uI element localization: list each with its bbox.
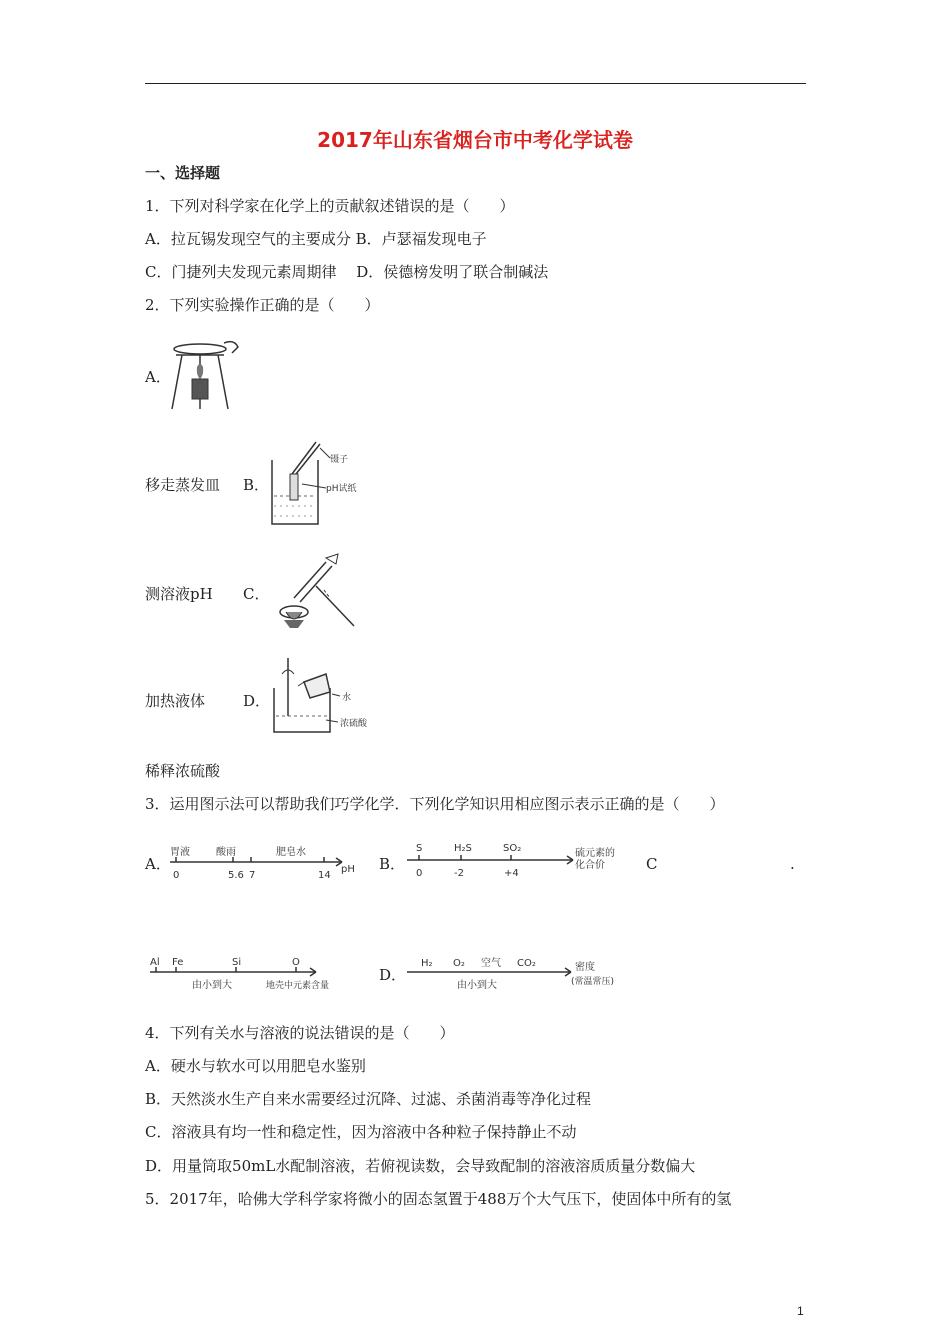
crust-item-2: Si [232, 957, 242, 968]
page-number: 1 [797, 1304, 804, 1318]
crust-item-3: O [292, 957, 300, 968]
q2-option-b-caption: 测溶液pH [145, 585, 213, 603]
tweezers-label: 镊子 [330, 455, 349, 465]
q2-option-d-label: D． [243, 692, 271, 710]
density-item-2: 空气 [481, 958, 501, 969]
q2-option-d-caption: 稀释浓硫酸 [145, 762, 221, 780]
ph-tick-3: 14 [318, 870, 331, 881]
dilute-acid-figure [268, 652, 368, 736]
crust-axis-label: 地壳中元素含量 [266, 981, 330, 991]
q4-option-d: D．用量筒取50mL水配制溶液，若俯视读数，会导致配制的溶液溶质质量分数偏大 [145, 1157, 696, 1175]
crust-element-figure [146, 952, 360, 998]
crust-item-1: Fe [172, 957, 184, 968]
q3-option-c-label: C [646, 855, 658, 873]
density-under-label: 由小到大 [457, 980, 497, 991]
acid-label: 浓硫酸 [340, 719, 368, 729]
density-item-1: O₂ [453, 958, 465, 969]
density-item-0: H₂ [421, 958, 433, 969]
section-heading: 一、选择题 [145, 164, 221, 182]
page-title: 2017年山东省烟台市中考化学试卷 [317, 128, 633, 152]
q3-option-b-label: B． [379, 855, 406, 873]
q4-stem: 4．下列有关水与溶液的说法错误的是（ ） [145, 1024, 455, 1042]
q2-option-a-label: A． [145, 368, 171, 386]
density-axis-line1: 密度 [575, 962, 595, 973]
q4-option-b: B．天然淡水生产自来水需要经过沉降、过滤、杀菌消毒等净化过程 [145, 1090, 592, 1108]
q3-option-c-dot: . [790, 855, 795, 873]
ph-item-0: 胃液 [170, 847, 190, 858]
ph-tick-0: 0 [173, 870, 180, 881]
header-rule [145, 83, 806, 84]
ph-tick-2: 7 [249, 870, 256, 881]
valence-tick-2: +4 [504, 868, 519, 879]
gas-density-figure [403, 950, 623, 998]
valence-tick-1: -2 [454, 868, 464, 879]
water-label: 水 [342, 693, 352, 703]
ph-paper-label: pH试纸 [326, 484, 357, 494]
valence-axis-line1: 硫元素的 [575, 848, 615, 859]
q2-option-c-caption: 加热液体 [145, 692, 206, 710]
q2-option-b-label: B． [243, 476, 270, 494]
valence-axis-line2: 化合价 [575, 860, 605, 871]
sulfur-valence-figure [403, 836, 623, 884]
valence-item-2: SO₂ [503, 843, 522, 854]
crust-item-0: Al [150, 957, 160, 968]
q4-option-c: C．溶液具有均一性和稳定性，因为溶液中各种粒子保持静止不动 [145, 1123, 577, 1141]
heating-liquid-figure [268, 550, 358, 634]
ph-test-figure [268, 438, 368, 528]
ph-scale-figure [166, 838, 362, 882]
q3-option-d-label: D． [379, 966, 407, 984]
q1-options-ab: A．拉瓦锡发现空气的主要成分 B．卢瑟福发现电子 [145, 230, 487, 248]
q4-option-a: A．硬水与软水可以用肥皂水鉴别 [145, 1057, 366, 1075]
q3-option-a-label: A． [145, 855, 171, 873]
q2-stem: 2．下列实验操作正确的是（ ） [145, 296, 380, 314]
valence-item-1: H₂S [454, 843, 472, 854]
q2-option-c-label: C． [243, 585, 270, 603]
valence-tick-0: 0 [416, 868, 423, 879]
q3-stem: 3．运用图示法可以帮助我们巧学化学．下列化学知识用相应图示表示正确的是（ ） [145, 795, 725, 813]
valence-item-0: S [416, 843, 423, 854]
q2-option-a-caption: 移走蒸发皿 [145, 476, 221, 494]
q1-stem: 1．下列对科学家在化学上的贡献叙述错误的是（ ） [145, 197, 515, 215]
ph-tick-1: 5.6 [228, 870, 244, 881]
ph-item-1: 酸雨 [216, 847, 236, 858]
q1-options-cd: C．门捷列夫发现元素周期律 D．侯德榜发明了联合制碱法 [145, 263, 549, 281]
ph-unit: pH [341, 864, 355, 875]
q5-stem: 5．2017年，哈佛大学科学家将微小的固态氢置于488万个大气压下，使固体中所有的氢 [145, 1190, 732, 1208]
evaporating-dish-figure [168, 333, 244, 413]
ph-item-2: 肥皂水 [276, 847, 306, 858]
crust-under-label: 由小到大 [192, 980, 232, 991]
density-axis-line2: (常温常压) [571, 977, 615, 987]
density-item-3: CO₂ [517, 958, 536, 969]
